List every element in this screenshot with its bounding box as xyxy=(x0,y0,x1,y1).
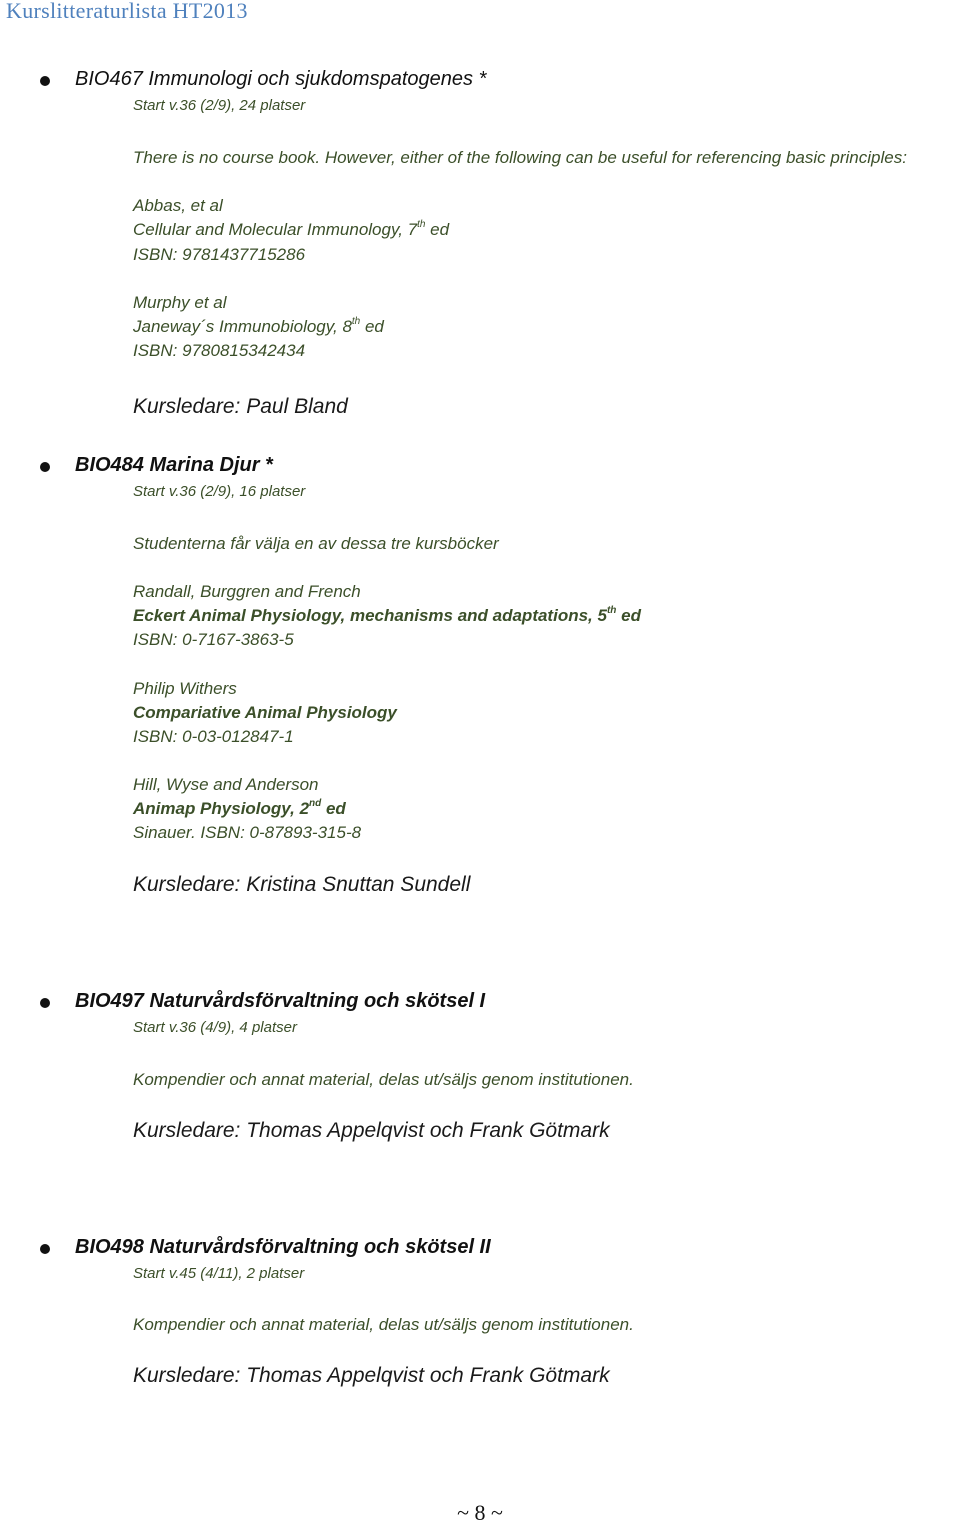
book-authors: Randall, Burggren and French xyxy=(133,582,361,601)
book-title: Compariative Animal Physiology xyxy=(133,703,397,722)
book-isbn: ISBN: 0-7167-3863-5 xyxy=(133,630,294,649)
course-title: BIO484 Marina Djur * xyxy=(75,454,273,476)
bullet-icon xyxy=(40,462,50,472)
book-authors: Abbas, et al xyxy=(133,196,223,215)
page-number: ~ 8 ~ xyxy=(457,1500,503,1525)
course-start: Start v.36 (2/9), 24 platser xyxy=(133,97,306,114)
course-note: Kompendier och annat material, delas ut/säljs genom institutionen. xyxy=(133,1315,634,1334)
book-title: Janeway´s Immunobiology, 8th ed xyxy=(133,316,384,336)
course-start: Start v.45 (4/11), 2 platser xyxy=(133,1265,305,1282)
course-leader: Kursledare: Thomas Appelqvist och Frank Götmark xyxy=(133,1364,610,1387)
course-leader: Kursledare: Kristina Snuttan Sundell xyxy=(133,873,471,896)
book-isbn: ISBN: 9781437715286 xyxy=(133,245,306,264)
course-title: BIO467 Immunologi och sjukdomspatogenes * xyxy=(75,68,487,90)
course-start: Start v.36 (4/9), 4 platser xyxy=(133,1019,297,1036)
book-authors: Murphy et al xyxy=(133,293,227,312)
bullet-icon xyxy=(40,76,50,86)
bullet-icon xyxy=(40,1244,50,1254)
bullet-icon xyxy=(40,998,50,1008)
course-note: There is no course book. However, either of the following can be useful for referencing basic principles: xyxy=(133,148,907,167)
course-note: Studenterna får välja en av dessa tre kursböcker xyxy=(133,534,499,553)
book-authors: Philip Withers xyxy=(133,679,237,698)
course-start: Start v.36 (2/9), 16 platser xyxy=(133,483,306,500)
course-title: BIO497 Naturvårdsförvaltning och skötsel I xyxy=(75,990,486,1012)
book-title: Eckert Animal Physiology, mechanisms and adaptations, 5th ed xyxy=(133,605,641,625)
book-isbn: ISBN: 0-03-012847-1 xyxy=(133,727,294,746)
book-isbn: Sinauer. ISBN: 0-87893-315-8 xyxy=(133,823,362,842)
document-header: Kurslitteraturlista HT2013 xyxy=(6,0,248,23)
course-leader: Kursledare: Paul Bland xyxy=(133,395,348,418)
book-title: Animap Physiology, 2nd ed xyxy=(133,798,346,818)
book-isbn: ISBN: 9780815342434 xyxy=(133,341,306,360)
course-leader: Kursledare: Thomas Appelqvist och Frank Götmark xyxy=(133,1119,610,1142)
course-title: BIO498 Naturvårdsförvaltning och skötsel II xyxy=(75,1236,491,1258)
course-note: Kompendier och annat material, delas ut/säljs genom institutionen. xyxy=(133,1070,634,1089)
book-authors: Hill, Wyse and Anderson xyxy=(133,775,319,794)
book-title: Cellular and Molecular Immunology, 7th ed xyxy=(133,219,450,239)
